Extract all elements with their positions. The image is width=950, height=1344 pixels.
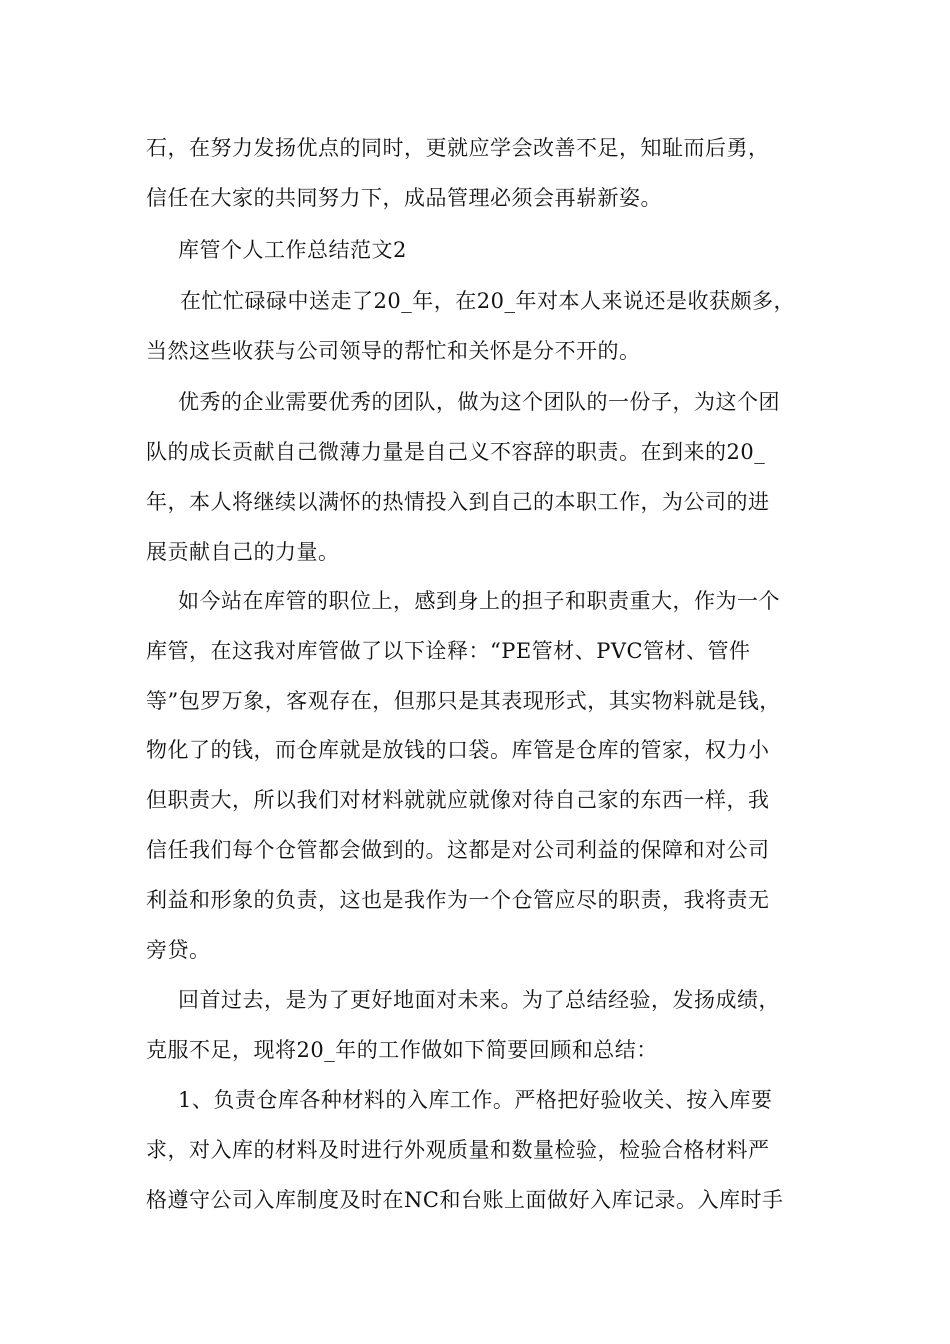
text-line: 在忙忙碌碌中送走了20_年，在20_年对本人来说还是收获颇多， xyxy=(180,289,795,313)
text-line: 求，对入库的材料及时进行外观质量和数量检验，检验合格材料严 xyxy=(146,1138,770,1162)
text-line: 展贡献自己的力量。 xyxy=(146,540,340,564)
text-line: 优秀的企业需要优秀的团队，做为这个团队的一份子，为这个团 xyxy=(178,390,780,414)
text-line: 年，本人将继续以满怀的热情投入到自己的本职工作，为公司的进 xyxy=(146,490,770,514)
text-line: 旁贷。 xyxy=(146,938,211,962)
text-line: 但职责大，所以我们对材料就就应就像对待自己家的东西一样，我 xyxy=(146,788,770,812)
text-line: 格遵守公司入库制度及时在NC和台账上面做好入库记录。入库时手 xyxy=(146,1188,784,1212)
text-line: 物化了的钱，而仓库就是放钱的口袋。库管是仓库的管家，权力小 xyxy=(146,738,770,762)
text-line: 当然这些收获与公司领导的帮忙和关怀是分不开的。 xyxy=(146,339,641,363)
text-line: 回首过去，是为了更好地面对未来。为了总结经验，发扬成绩， xyxy=(178,988,780,1012)
text-line: 克服不足，现将20_年的工作做如下简要回顾和总结： xyxy=(146,1038,658,1062)
text-line: 信任我们每个仓管都会做到的。这都是对公司利益的保障和对公司 xyxy=(146,838,770,862)
text-line: 利益和形象的负责，这也是我作为一个仓管应尽的职责，我将责无 xyxy=(146,888,770,912)
text-line: 1、负责仓库各种材料的入库工作。严格把好验收关、按入库要 xyxy=(178,1088,773,1112)
text-line: 如今站在库管的职位上，感到身上的担子和职责重大，作为一个 xyxy=(178,589,780,613)
text-line: 队的成长贡献自己微薄力量是自己义不容辞的职责。在到来的20_ xyxy=(146,440,766,464)
text-line: 库管，在这我对库管做了以下诠释：“PE管材、PVC管材、管件 xyxy=(146,639,751,663)
text-line: 信任在大家的共同努力下，成品管理必须会再崭新姿。 xyxy=(146,186,662,210)
text-line: 等”包罗万象，客观存在，但那只是其表现形式，其实物料就是钱， xyxy=(146,689,781,713)
text-line: 石，在努力发扬优点的同时，更就应学会改善不足，知耻而后勇， xyxy=(146,136,770,160)
section-heading: 库管个人工作总结范文2 xyxy=(178,238,407,262)
